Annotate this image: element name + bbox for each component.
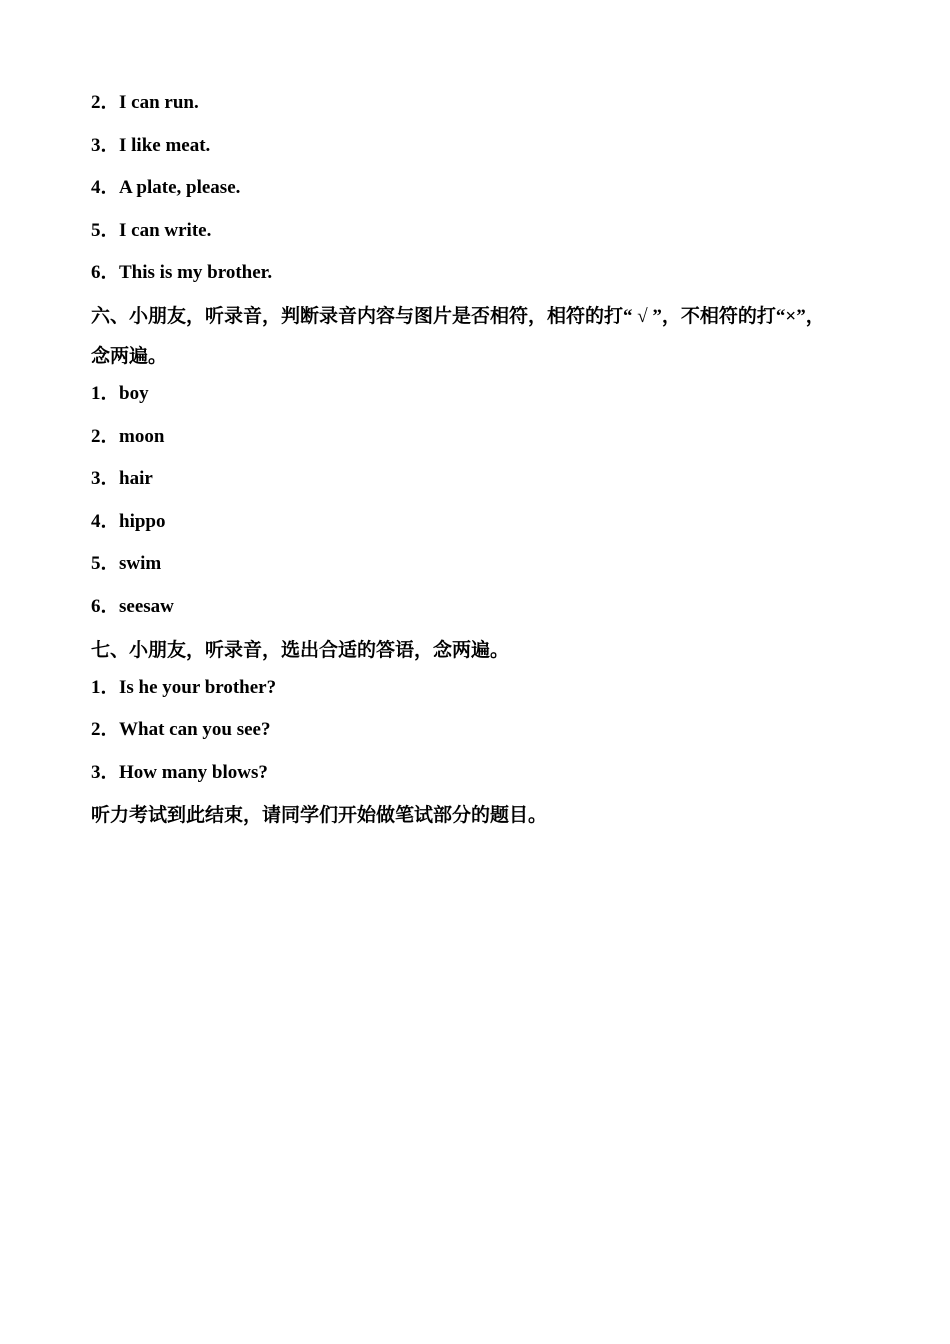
- list-item: 3．hair: [91, 468, 153, 490]
- list-item: 2．moon: [91, 425, 165, 447]
- section-seven-heading: 七、小朋友，听录音，选出合适的答语，念两遍。: [91, 639, 510, 661]
- section-six-heading: [91, 297, 871, 377]
- list-item: 2．I can run.: [91, 92, 199, 113]
- list-item: 5．swim: [91, 553, 162, 575]
- list-item: 5．I can write.: [91, 219, 212, 241]
- list-item: 1．Is he your brother?: [91, 676, 277, 698]
- list-item: 4．A plate, please.: [91, 177, 241, 199]
- section-six-heading-line2: 念两遍。: [91, 345, 168, 367]
- list-item: 3．How many blows?: [91, 761, 268, 783]
- list-item: 3．I like meat.: [91, 134, 211, 156]
- document-body: [91, 92, 871, 836]
- list-item: 2．What can you see?: [91, 719, 271, 741]
- list-item: 6．seesaw: [91, 595, 174, 617]
- list-item: 1．boy: [91, 382, 149, 404]
- closing-note: 听力考试到此结束，请同学们开始做笔试部分的题目。: [91, 805, 548, 827]
- section-six-heading-line1: 六、小朋友，听录音，判断录音内容与图片是否相符，相符的打“ √ ”，不相符的打“×”，: [91, 305, 825, 327]
- list-item: 6．This is my brother.: [91, 262, 273, 284]
- list-item: 4．hippo: [91, 510, 166, 532]
